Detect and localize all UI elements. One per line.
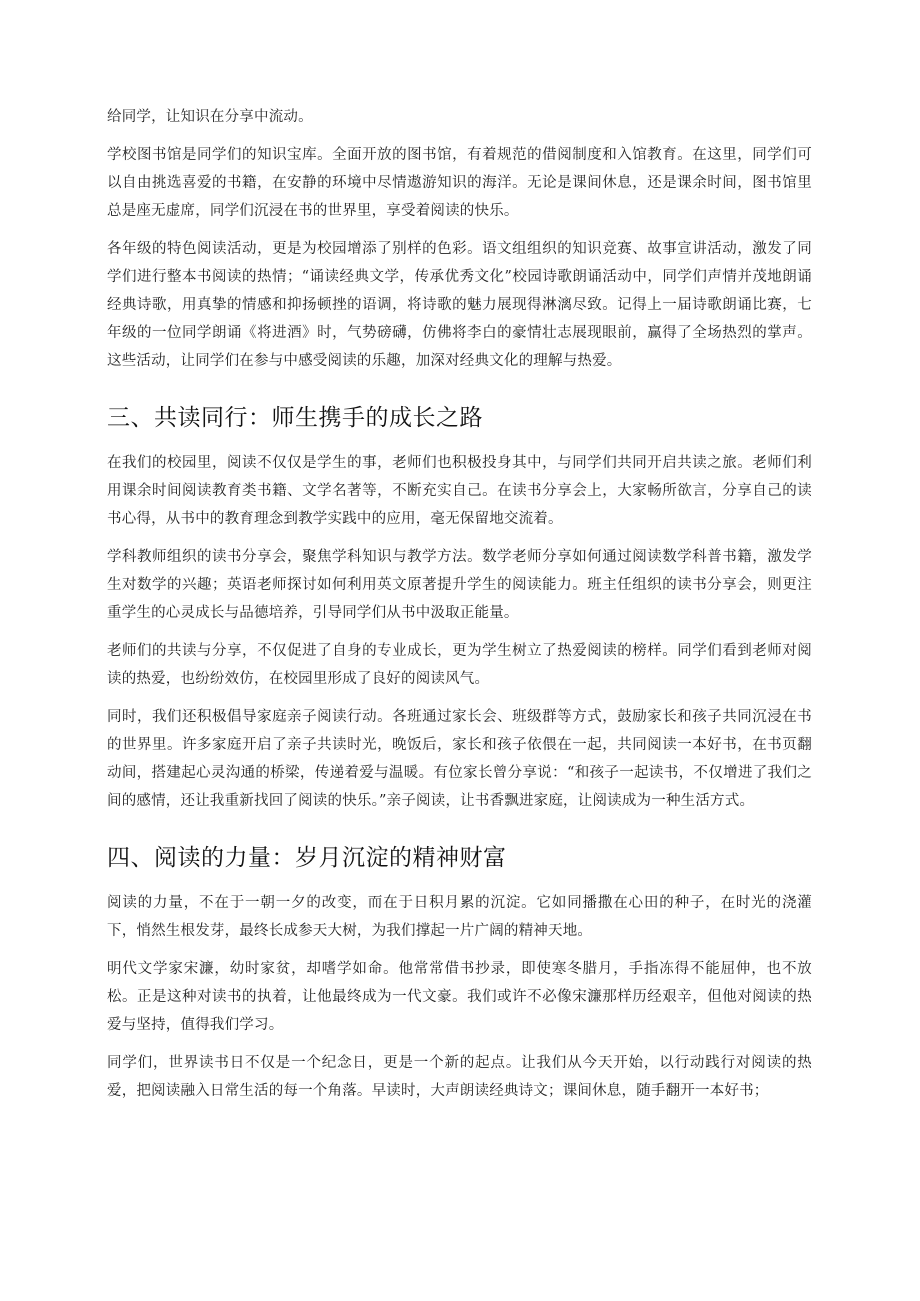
reading-day-paragraph: 同学们，世界读书日不仅是一个纪念日，更是一个新的起点。让我们从今天开始，以行动践行对阅读的热爱，把阅读融入日常生活的每一个角落。早读时，大声朗读经典诗文；课间休息，随手翻开一本好书； bbox=[107, 1055, 812, 1099]
library-paragraph: 学校图书馆是同学们的知识宝库。全面开放的图书馆，有着规范的借阅制度和入馆教育。在这里，同学们可以自由挑选喜爱的书籍，在安静的环境中尽情遨游知识的海洋。无论是课间休息，还是课余时间，图书馆里总是座无虚席，同学们沉浸在书的世界里，享受着阅读的快乐。 bbox=[107, 147, 812, 219]
power-paragraph: 阅读的力量，不在于一朝一夕的改变，而在于日积月累的沉淀。它如同播撒在心田的种子，在时光的浇灌下，悄然生根发芽，最终长成参天大树，为我们撑起一片广阔的精神天地。 bbox=[107, 895, 812, 939]
section-heading-power-of-reading: 四、阅读的力量：岁月沉淀的精神财富 bbox=[107, 845, 507, 871]
teachers-reading-paragraph: 在我们的校园里，阅读不仅仅是学生的事，老师们也积极投身其中，与同学们共同开启共读之旅。老师们利用课余时间阅读教育类书籍、文学名著等，不断充实自己。在读书分享会上，大家畅所欲言，分享自己的读书心得，从书中的教育理念到教学实践中的应用，毫无保留地交流着。 bbox=[107, 455, 812, 527]
family-reading-paragraph: 同时，我们还积极倡导家庭亲子阅读行动。各班通过家长会、班级群等方式，鼓励家长和孩子共同沉浸在书的世界里。许多家庭开启了亲子共读时光，晚饭后，家长和孩子依偎在一起，共同阅读一本好书，在书页翻动间，搭建起心灵沟通的桥梁，传递着爱与温暖。有位家长曾分享说：“和孩子一起读书，不仅增进了我们之间的感情，还让我重新找回了阅读的快乐。”亲子阅读，让书香飘进家庭，让阅读成为一种生活方式。 bbox=[107, 709, 812, 809]
role-model-paragraph: 老师们的共读与分享，不仅促进了自身的专业成长，更为学生树立了热爱阅读的榜样。同学们看到老师对阅读的热爱，也纷纷效仿，在校园里形成了良好的阅读风气。 bbox=[107, 643, 812, 687]
continuation-paragraph: 给同学，让知识在分享中流动。 bbox=[107, 109, 313, 125]
section-heading-shared-reading: 三、共读同行：师生携手的成长之路 bbox=[107, 405, 483, 431]
subject-sharing-paragraph: 学科教师组织的读书分享会，聚焦学科知识与教学方法。数学老师分享如何通过阅读数学科普书籍，激发学生对数学的兴趣；英语老师探讨如何利用英文原著提升学生的阅读能力。班主任组织的读书分享会，则更注重学生的心灵成长与品德培养，引导同学们从书中汲取正能量。 bbox=[107, 549, 812, 621]
activities-paragraph: 各年级的特色阅读活动，更是为校园增添了别样的色彩。语文组组织的知识竞赛、故事宣讲活动，激发了同学们进行整本书阅读的热情；“诵读经典文学，传承优秀文化”校园诗歌朗诵活动中，同学们声情并茂地朗诵经典诗歌，用真挚的情感和抑扬顿挫的语调，将诗歌的魅力展现得淋漓尽致。记得上一届诗歌朗诵比赛，七年级的一位同学朗诵《将进酒》时，气势磅礴，仿佛将李白的豪情壮志展现眼前，赢得了全场热烈的掌声。这些活动，让同学们在参与中感受阅读的乐趣，加深对经典文化的理解与热爱。 bbox=[107, 241, 812, 369]
song-lian-paragraph: 明代文学家宋濂，幼时家贫，却嗜学如命。他常常借书抄录，即使寒冬腊月，手指冻得不能屈伸，也不放松。正是这种对读书的执着，让他最终成为一代文豪。我们或许不必像宋濂那样历经艰辛，但他对阅读的热爱与坚持，值得我们学习。 bbox=[107, 961, 812, 1033]
document-page bbox=[107, 103, 812, 1115]
